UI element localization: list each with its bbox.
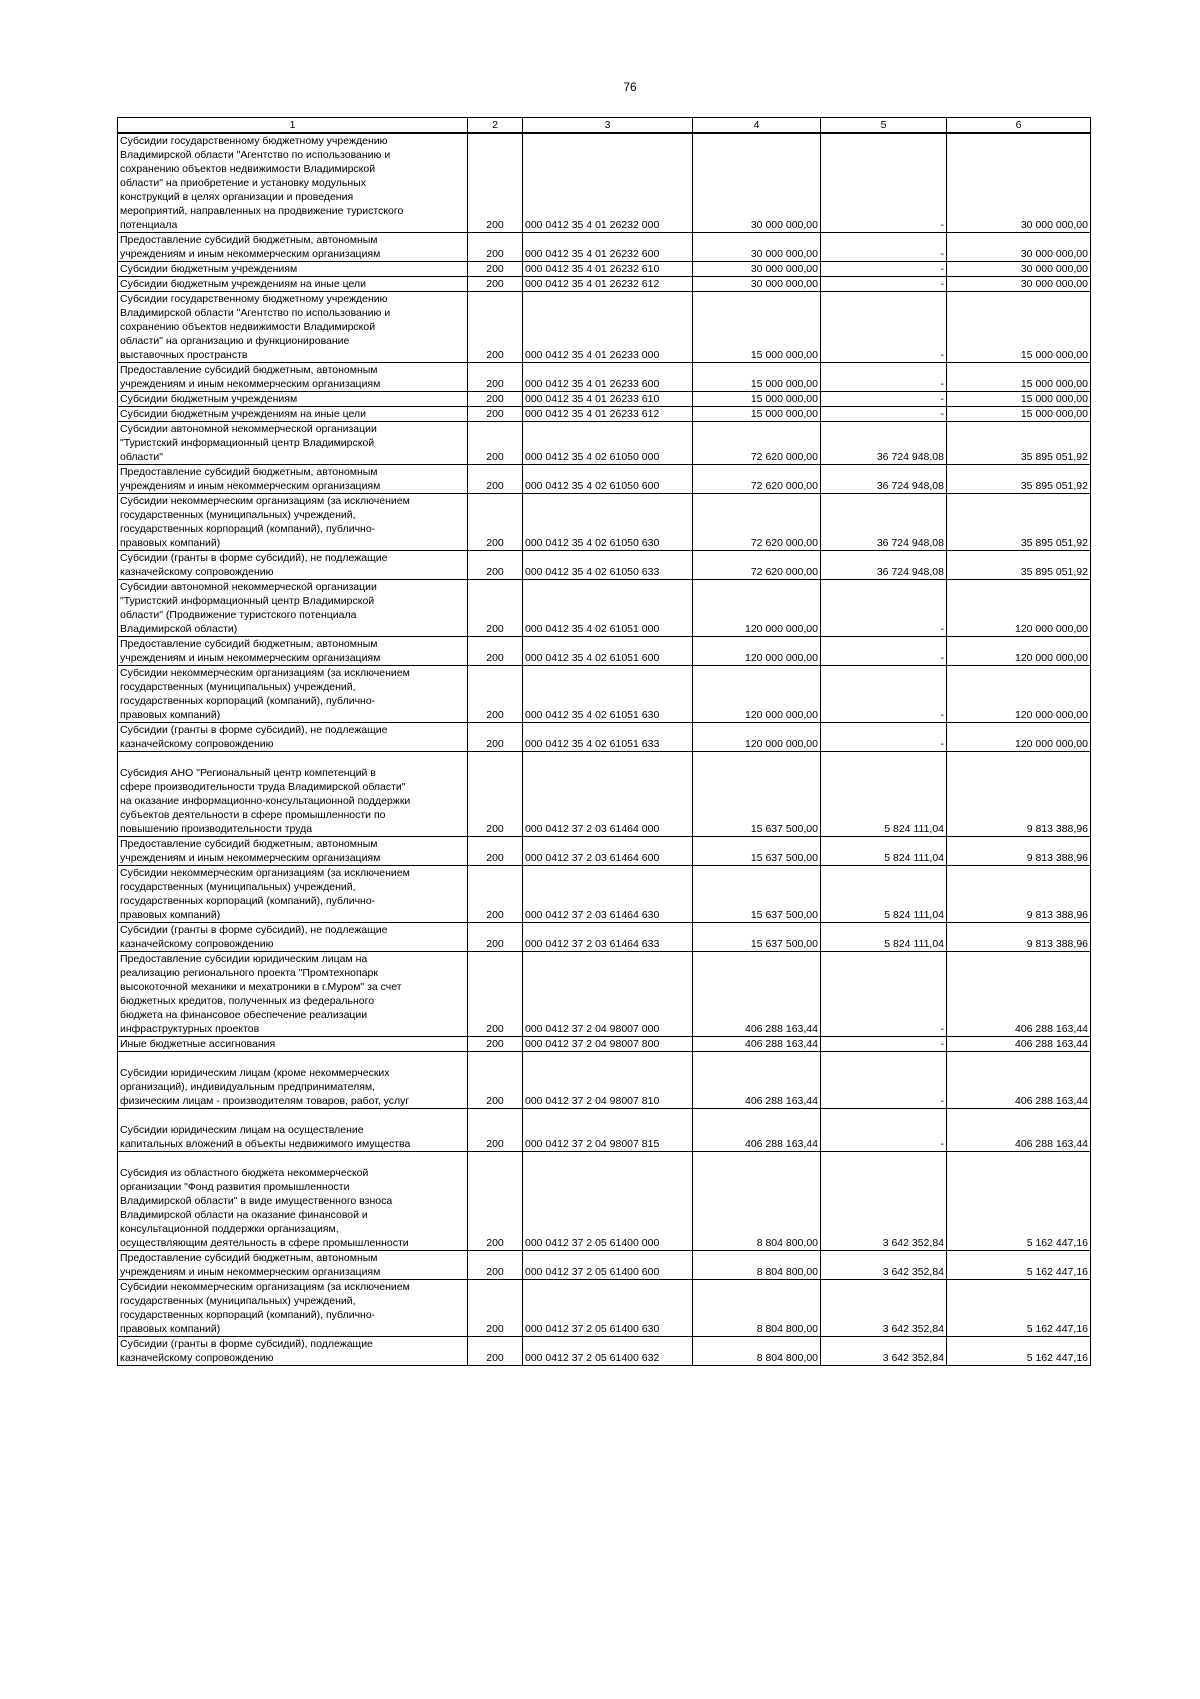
- row-amount-executed: 5 824 111,04: [821, 837, 947, 866]
- row-budget-code: 000 0412 37 2 05 61400 600: [523, 1251, 693, 1280]
- row-amount-planned: 72 620 000,00: [693, 551, 821, 580]
- row-amount-planned: 15 637 500,00: [693, 752, 821, 837]
- row-amount-executed: -: [821, 292, 947, 363]
- row-budget-code: 000 0412 35 4 02 61051 633: [523, 723, 693, 752]
- row-amount-planned: 120 000 000,00: [693, 580, 821, 637]
- row-name: Субсидии (гранты в форме субсидий), не подлежащие казначейскому сопровождению: [118, 723, 468, 752]
- row-amount-remaining: 35 895 051,92: [947, 422, 1091, 465]
- row-amount-remaining: 120 000 000,00: [947, 580, 1091, 637]
- row-name: Субсидии некоммерческим организациям (за исключением государственных (муниципальных) учреждений, государственных корпораций (компаний), публично- правовых компаний): [118, 866, 468, 923]
- row-amount-remaining: 15 000 000,00: [947, 407, 1091, 422]
- row-grbs-code: 200: [468, 292, 523, 363]
- column-header-4: 4: [693, 118, 821, 134]
- table-row: [118, 952, 1091, 1037]
- row-amount-remaining: 30 000 000,00: [947, 262, 1091, 277]
- row-amount-remaining: 5 162 447,16: [947, 1280, 1091, 1337]
- row-grbs-code: 200: [468, 233, 523, 262]
- table-row: [118, 133, 1091, 233]
- row-amount-remaining: 15 000 000,00: [947, 363, 1091, 392]
- row-amount-planned: 406 288 163,44: [693, 1052, 821, 1109]
- table-row: [118, 363, 1091, 392]
- row-amount-executed: -: [821, 580, 947, 637]
- table-row: [118, 551, 1091, 580]
- row-grbs-code: 200: [468, 133, 523, 233]
- column-header-2: 2: [468, 118, 523, 134]
- row-budget-code: 000 0412 35 4 01 26232 610: [523, 262, 693, 277]
- row-amount-remaining: 120 000 000,00: [947, 637, 1091, 666]
- row-grbs-code: 200: [468, 1037, 523, 1052]
- row-amount-planned: 8 804 800,00: [693, 1251, 821, 1280]
- row-budget-code: 000 0412 37 2 03 61464 630: [523, 866, 693, 923]
- row-amount-remaining: 9 813 388,96: [947, 923, 1091, 952]
- table-row: [118, 277, 1091, 292]
- row-grbs-code: 200: [468, 422, 523, 465]
- row-name: Субсидии (гранты в форме субсидий), подлежащие казначейскому сопровождению: [118, 1337, 468, 1366]
- row-grbs-code: 200: [468, 666, 523, 723]
- row-amount-executed: -: [821, 637, 947, 666]
- row-amount-executed: -: [821, 1109, 947, 1152]
- row-grbs-code: 200: [468, 1251, 523, 1280]
- row-amount-remaining: 406 288 163,44: [947, 1109, 1091, 1152]
- row-amount-executed: 5 824 111,04: [821, 866, 947, 923]
- row-amount-remaining: 5 162 447,16: [947, 1337, 1091, 1366]
- row-grbs-code: 200: [468, 923, 523, 952]
- row-name: Субсидии бюджетным учреждениям: [118, 392, 468, 407]
- table-row: [118, 262, 1091, 277]
- table-row: [118, 1037, 1091, 1052]
- row-grbs-code: 200: [468, 392, 523, 407]
- row-amount-remaining: 9 813 388,96: [947, 866, 1091, 923]
- row-budget-code: 000 0412 35 4 02 61051 000: [523, 580, 693, 637]
- row-amount-executed: 5 824 111,04: [821, 752, 947, 837]
- row-amount-planned: 72 620 000,00: [693, 494, 821, 551]
- table-row: [118, 1109, 1091, 1152]
- row-amount-executed: -: [821, 133, 947, 233]
- table-row: [118, 392, 1091, 407]
- table-row: [118, 637, 1091, 666]
- row-amount-planned: 406 288 163,44: [693, 952, 821, 1037]
- row-budget-code: 000 0412 35 4 02 61051 600: [523, 637, 693, 666]
- column-header-1: 1: [118, 118, 468, 134]
- table-row: [118, 1052, 1091, 1109]
- row-amount-executed: -: [821, 952, 947, 1037]
- row-budget-code: 000 0412 35 4 02 61050 000: [523, 422, 693, 465]
- row-amount-planned: 30 000 000,00: [693, 233, 821, 262]
- row-name: Предоставление субсидии юридическим лицам на реализацию регионального проекта "Промтехнопарк высокоточной механики и мехатроники в г.Муром" за счет бюджетных кредитов, полученных из федерального бюджета на финансовое обеспечение реализации инфраструктурных проектов: [118, 952, 468, 1037]
- row-grbs-code: 200: [468, 277, 523, 292]
- row-grbs-code: 200: [468, 363, 523, 392]
- row-amount-planned: 15 000 000,00: [693, 363, 821, 392]
- row-amount-planned: 15 000 000,00: [693, 392, 821, 407]
- row-budget-code: 000 0412 35 4 01 26233 612: [523, 407, 693, 422]
- row-amount-planned: 8 804 800,00: [693, 1152, 821, 1251]
- row-grbs-code: 200: [468, 1052, 523, 1109]
- budget-table: [117, 117, 1091, 1366]
- row-amount-remaining: 15 000 000,00: [947, 392, 1091, 407]
- row-amount-executed: 3 642 352,84: [821, 1251, 947, 1280]
- row-budget-code: 000 0412 35 4 02 61050 600: [523, 465, 693, 494]
- row-name: Иные бюджетные ассигнования: [118, 1037, 468, 1052]
- table-row: [118, 1152, 1091, 1251]
- table-row: [118, 292, 1091, 363]
- row-amount-remaining: 120 000 000,00: [947, 723, 1091, 752]
- row-name: Субсидии государственному бюджетному учреждению Владимирской области "Агентство по использованию и сохранению объектов недвижимости Владимирской области" на организацию и функционирование выставочных пространств: [118, 292, 468, 363]
- row-grbs-code: 200: [468, 1337, 523, 1366]
- row-amount-planned: 120 000 000,00: [693, 637, 821, 666]
- row-amount-planned: 8 804 800,00: [693, 1337, 821, 1366]
- table-row: [118, 422, 1091, 465]
- row-amount-executed: 5 824 111,04: [821, 923, 947, 952]
- row-amount-remaining: 406 288 163,44: [947, 1052, 1091, 1109]
- row-budget-code: 000 0412 35 4 01 26232 600: [523, 233, 693, 262]
- row-budget-code: 000 0412 37 2 05 61400 630: [523, 1280, 693, 1337]
- row-name: Предоставление субсидий бюджетным, автономным учреждениям и иным некоммерческим организациям: [118, 837, 468, 866]
- row-grbs-code: 200: [468, 866, 523, 923]
- table-row: [118, 866, 1091, 923]
- row-budget-code: 000 0412 35 4 01 26233 000: [523, 292, 693, 363]
- row-amount-executed: -: [821, 233, 947, 262]
- row-grbs-code: 200: [468, 551, 523, 580]
- row-grbs-code: 200: [468, 952, 523, 1037]
- table-row: [118, 233, 1091, 262]
- row-grbs-code: 200: [468, 837, 523, 866]
- row-amount-remaining: 15 000 000,00: [947, 292, 1091, 363]
- table-header-row: [118, 118, 1091, 134]
- row-amount-executed: 3 642 352,84: [821, 1337, 947, 1366]
- row-name: Субсидии бюджетным учреждениям на иные цели: [118, 277, 468, 292]
- row-name: Субсидии автономной некоммерческой организации "Туристский информационный центр Владимирской области": [118, 422, 468, 465]
- row-budget-code: 000 0412 37 2 04 98007 000: [523, 952, 693, 1037]
- row-grbs-code: 200: [468, 262, 523, 277]
- row-grbs-code: 200: [468, 1109, 523, 1152]
- row-name: Субсидия АНО "Региональный центр компетенций в сфере производительности труда Владимирской области" на оказание информационно-консультационной поддержки субъектов деятельности в сфере промышленности по повышению производительности труда: [118, 752, 468, 837]
- row-name: Предоставление субсидий бюджетным, автономным учреждениям и иным некоммерческим организациям: [118, 637, 468, 666]
- table-row: [118, 1280, 1091, 1337]
- row-amount-planned: 120 000 000,00: [693, 723, 821, 752]
- table-row: [118, 752, 1091, 837]
- row-budget-code: 000 0412 35 4 01 26233 600: [523, 363, 693, 392]
- row-budget-code: 000 0412 35 4 02 61050 630: [523, 494, 693, 551]
- row-amount-remaining: 120 000 000,00: [947, 666, 1091, 723]
- row-budget-code: 000 0412 37 2 04 98007 810: [523, 1052, 693, 1109]
- row-amount-planned: 15 637 500,00: [693, 923, 821, 952]
- row-budget-code: 000 0412 37 2 05 61400 000: [523, 1152, 693, 1251]
- row-name: Субсидии (гранты в форме субсидий), не подлежащие казначейскому сопровождению: [118, 923, 468, 952]
- row-grbs-code: 200: [468, 1280, 523, 1337]
- column-header-3: 3: [523, 118, 693, 134]
- row-amount-remaining: 35 895 051,92: [947, 494, 1091, 551]
- row-amount-remaining: 35 895 051,92: [947, 551, 1091, 580]
- row-amount-executed: 36 724 948,08: [821, 551, 947, 580]
- row-amount-executed: -: [821, 392, 947, 407]
- row-amount-executed: 3 642 352,84: [821, 1280, 947, 1337]
- table-row: [118, 465, 1091, 494]
- table-row: [118, 666, 1091, 723]
- row-amount-executed: 36 724 948,08: [821, 494, 947, 551]
- row-grbs-code: 200: [468, 1152, 523, 1251]
- row-name: Субсидии бюджетным учреждениям на иные цели: [118, 407, 468, 422]
- row-amount-planned: 406 288 163,44: [693, 1037, 821, 1052]
- row-amount-planned: 406 288 163,44: [693, 1109, 821, 1152]
- row-budget-code: 000 0412 37 2 03 61464 000: [523, 752, 693, 837]
- table-row: [118, 923, 1091, 952]
- row-amount-executed: -: [821, 1052, 947, 1109]
- row-name: Субсидии автономной некоммерческой организации "Туристский информационный центр Владимирской области" (Продвижение туристского потенциала Владимирской области): [118, 580, 468, 637]
- row-grbs-code: 200: [468, 723, 523, 752]
- row-amount-executed: -: [821, 262, 947, 277]
- column-header-5: 5: [821, 118, 947, 134]
- row-grbs-code: 200: [468, 637, 523, 666]
- row-amount-executed: 3 642 352,84: [821, 1152, 947, 1251]
- table-row: [118, 494, 1091, 551]
- row-amount-planned: 8 804 800,00: [693, 1280, 821, 1337]
- row-amount-executed: -: [821, 363, 947, 392]
- table-row: [118, 580, 1091, 637]
- table-row: [118, 1251, 1091, 1280]
- row-amount-planned: 15 000 000,00: [693, 407, 821, 422]
- column-header-6: 6: [947, 118, 1091, 134]
- page-number: 76: [623, 80, 637, 94]
- row-budget-code: 000 0412 37 2 04 98007 815: [523, 1109, 693, 1152]
- row-name: Субсидии бюджетным учреждениям: [118, 262, 468, 277]
- row-amount-planned: 30 000 000,00: [693, 133, 821, 233]
- row-budget-code: 000 0412 35 4 01 26232 000: [523, 133, 693, 233]
- row-name: Субсидии юридическим лицам (кроме некоммерческих организаций), индивидуальным предпринимателям, физическим лицам - производителям товаров, работ, услуг: [118, 1052, 468, 1109]
- row-amount-remaining: 5 162 447,16: [947, 1152, 1091, 1251]
- row-name: Субсидия из областного бюджета некоммерческой организации "Фонд развития промышленности Владимирской области" в виде имущественного взноса Владимирской области на оказание финансовой и консультационной поддержки организациям, осуществляющим деятельность в сфере промышленности: [118, 1152, 468, 1251]
- row-grbs-code: 200: [468, 465, 523, 494]
- row-name: Субсидии государственному бюджетному учреждению Владимирской области "Агентство по использованию и сохранению объектов недвижимости Владимирской области" на приобретение и установку модульных конструкций в целях организации и проведения мероприятий, направленных на продвижение туристского потенциала: [118, 133, 468, 233]
- row-amount-remaining: 30 000 000,00: [947, 233, 1091, 262]
- row-amount-planned: 72 620 000,00: [693, 422, 821, 465]
- row-grbs-code: 200: [468, 752, 523, 837]
- row-amount-executed: 36 724 948,08: [821, 422, 947, 465]
- row-amount-remaining: 406 288 163,44: [947, 1037, 1091, 1052]
- row-amount-planned: 72 620 000,00: [693, 465, 821, 494]
- row-budget-code: 000 0412 37 2 05 61400 632: [523, 1337, 693, 1366]
- row-amount-executed: -: [821, 666, 947, 723]
- row-grbs-code: 200: [468, 407, 523, 422]
- row-amount-remaining: 5 162 447,16: [947, 1251, 1091, 1280]
- row-name: Предоставление субсидий бюджетным, автономным учреждениям и иным некоммерческим организациям: [118, 233, 468, 262]
- row-amount-executed: -: [821, 1037, 947, 1052]
- row-name: Субсидии некоммерческим организациям (за исключением государственных (муниципальных) учреждений, государственных корпораций (компаний), публично- правовых компаний): [118, 494, 468, 551]
- row-amount-executed: 36 724 948,08: [821, 465, 947, 494]
- row-grbs-code: 200: [468, 580, 523, 637]
- row-amount-remaining: 30 000 000,00: [947, 277, 1091, 292]
- row-name: Предоставление субсидий бюджетным, автономным учреждениям и иным некоммерческим организациям: [118, 363, 468, 392]
- row-name: Субсидии (гранты в форме субсидий), не подлежащие казначейскому сопровождению: [118, 551, 468, 580]
- row-budget-code: 000 0412 37 2 03 61464 633: [523, 923, 693, 952]
- row-budget-code: 000 0412 37 2 04 98007 800: [523, 1037, 693, 1052]
- row-amount-executed: -: [821, 723, 947, 752]
- table-row: [118, 407, 1091, 422]
- row-amount-remaining: 35 895 051,92: [947, 465, 1091, 494]
- row-amount-remaining: 9 813 388,96: [947, 837, 1091, 866]
- row-name: Субсидии юридическим лицам на осуществление капитальных вложений в объекты недвижимого имущества: [118, 1109, 468, 1152]
- row-amount-planned: 15 000 000,00: [693, 292, 821, 363]
- row-amount-planned: 15 637 500,00: [693, 837, 821, 866]
- row-name: Субсидии некоммерческим организациям (за исключением государственных (муниципальных) учреждений, государственных корпораций (компаний), публично- правовых компаний): [118, 666, 468, 723]
- row-budget-code: 000 0412 35 4 01 26232 612: [523, 277, 693, 292]
- row-grbs-code: 200: [468, 494, 523, 551]
- table-row: [118, 723, 1091, 752]
- row-budget-code: 000 0412 35 4 02 61051 630: [523, 666, 693, 723]
- row-name: Предоставление субсидий бюджетным, автономным учреждениям и иным некоммерческим организациям: [118, 465, 468, 494]
- row-amount-executed: -: [821, 277, 947, 292]
- row-amount-remaining: 9 813 388,96: [947, 752, 1091, 837]
- table-row: [118, 837, 1091, 866]
- row-amount-planned: 15 637 500,00: [693, 866, 821, 923]
- table-row: [118, 1337, 1091, 1366]
- row-amount-planned: 30 000 000,00: [693, 277, 821, 292]
- row-amount-remaining: 30 000 000,00: [947, 133, 1091, 233]
- row-budget-code: 000 0412 37 2 03 61464 600: [523, 837, 693, 866]
- row-amount-remaining: 406 288 163,44: [947, 952, 1091, 1037]
- row-name: Предоставление субсидий бюджетным, автономным учреждениям и иным некоммерческим организациям: [118, 1251, 468, 1280]
- row-amount-planned: 30 000 000,00: [693, 262, 821, 277]
- row-amount-executed: -: [821, 407, 947, 422]
- row-budget-code: 000 0412 35 4 02 61050 633: [523, 551, 693, 580]
- row-budget-code: 000 0412 35 4 01 26233 610: [523, 392, 693, 407]
- row-amount-planned: 120 000 000,00: [693, 666, 821, 723]
- row-name: Субсидии некоммерческим организациям (за исключением государственных (муниципальных) учреждений, государственных корпораций (компаний), публично- правовых компаний): [118, 1280, 468, 1337]
